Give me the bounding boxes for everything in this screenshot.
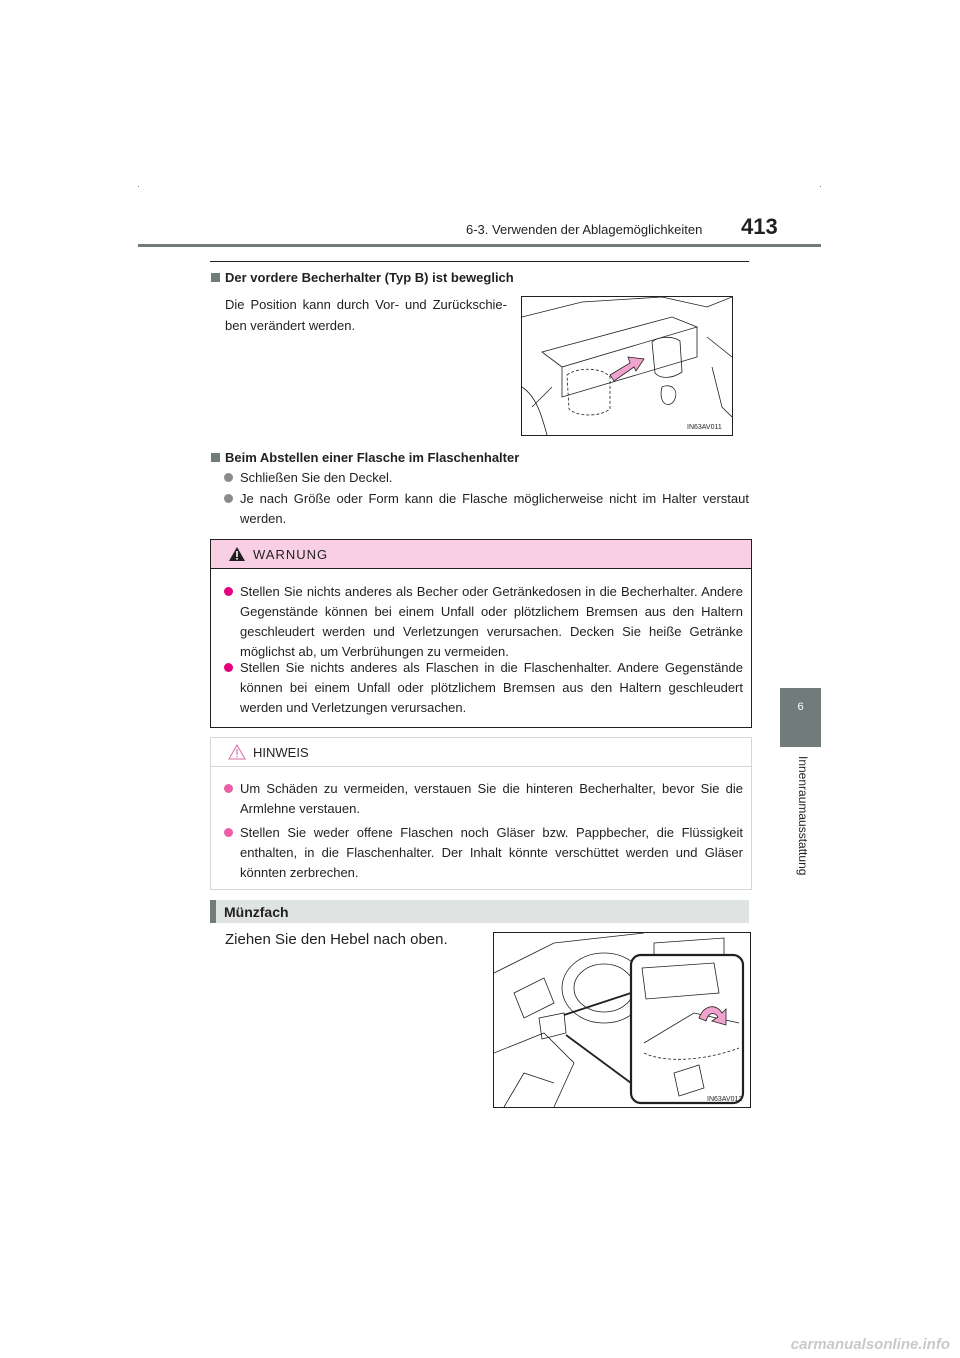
figure-code: IN63AV011 [687, 424, 722, 431]
note-box [210, 737, 752, 890]
bullet-text: Stellen Sie nichts anderes als Becher oder Getränkedosen in die Becherhalter. Andere Gegenstände können bei einem Unfall oder plötzlichem Bremsen aus den Haltern geschleudert werden und Verletzungen verursachen. Decken Sie heiße Getränke möglichst ab, um Verbrühungen zu vermeiden. [240, 584, 743, 659]
chapter-number: 6 [797, 701, 804, 713]
list-item [224, 779, 743, 819]
bullet-text: Schließen Sie den Deckel. [240, 470, 393, 485]
caution-triangle-icon [228, 744, 246, 760]
warning-box [210, 539, 752, 728]
section-title: Münzfach [224, 904, 289, 920]
figure-code: IN63AV012 [707, 1096, 743, 1103]
list-item [224, 582, 743, 662]
coin-box-text: Ziehen Sie den Hebel nach oben. [225, 931, 448, 948]
header-rule [138, 244, 821, 247]
header-section-title: 6-3. Verwenden der Ablagemöglichkeiten [466, 222, 703, 237]
page-number: 413 [741, 214, 778, 239]
bullet-text: Stellen Sie nichts anderes als Flaschen in die Flaschenhalter. Andere Gegenstände können bei einem Unfall oder plötzlichem Bremsen aus den Haltern geschleudert werden und Verletzungen verursachen. [240, 660, 743, 715]
list-item [224, 468, 749, 488]
list-item [224, 489, 749, 529]
section-heading-cupholder [211, 270, 751, 286]
bullet-text: Um Schäden zu vermeiden, verstauen Sie die hinteren Becherhalter, bevor Sie die Armlehne verstauen. [240, 781, 743, 816]
section-heading-bottle [211, 450, 751, 466]
bullet-text: Je nach Größe oder Form kann die Flasche möglicherweise nicht im Halter verstaut werden. [240, 491, 749, 526]
cupholder-illustration [522, 297, 732, 435]
note-header [211, 738, 751, 767]
coin-box-illustration [494, 933, 750, 1107]
bullet-text: Stellen Sie weder offene Flaschen noch Gläser bzw. Pappbecher, die Flüssigkeit enthalten, in die Flaschenhalter. Der Inhalt könnte verschüttet werden und Gläser könnten zerbrechen. [240, 825, 743, 880]
content-rule [210, 261, 749, 262]
heading-text: Der vordere Becherhalter (Typ B) ist beweglich [225, 270, 514, 285]
crop-mark [820, 186, 821, 187]
warning-title: WARNUNG [253, 547, 329, 562]
square-bullet-icon [211, 273, 220, 282]
list-item [224, 823, 743, 883]
warning-triangle-icon [228, 546, 246, 562]
bullet-dot-icon [224, 473, 233, 482]
coin-box-figure [493, 932, 751, 1108]
section-bar-accent [210, 900, 216, 923]
chapter-label: Innenraumausstattung [796, 756, 810, 876]
cupholder-figure [521, 296, 733, 436]
cupholder-text: Die Position kann durch Vor- und Zurückschie-ben verändert werden. [225, 297, 507, 333]
bullet-dot-icon [224, 828, 233, 837]
list-item [224, 658, 743, 718]
watermark: carmanualsonline.info [790, 1336, 950, 1353]
chapter-tab[interactable] [780, 688, 821, 747]
square-bullet-icon [211, 453, 220, 462]
bullet-dot-icon [224, 494, 233, 503]
section-bar-coin-box [210, 900, 749, 923]
warning-header [211, 540, 751, 569]
note-title: HINWEIS [253, 745, 309, 760]
crop-mark [138, 186, 139, 187]
bullet-dot-icon [224, 587, 233, 596]
bullet-dot-icon [224, 663, 233, 672]
bullet-dot-icon [224, 784, 233, 793]
heading-text: Beim Abstellen einer Flasche im Flaschenhalter [225, 450, 520, 465]
